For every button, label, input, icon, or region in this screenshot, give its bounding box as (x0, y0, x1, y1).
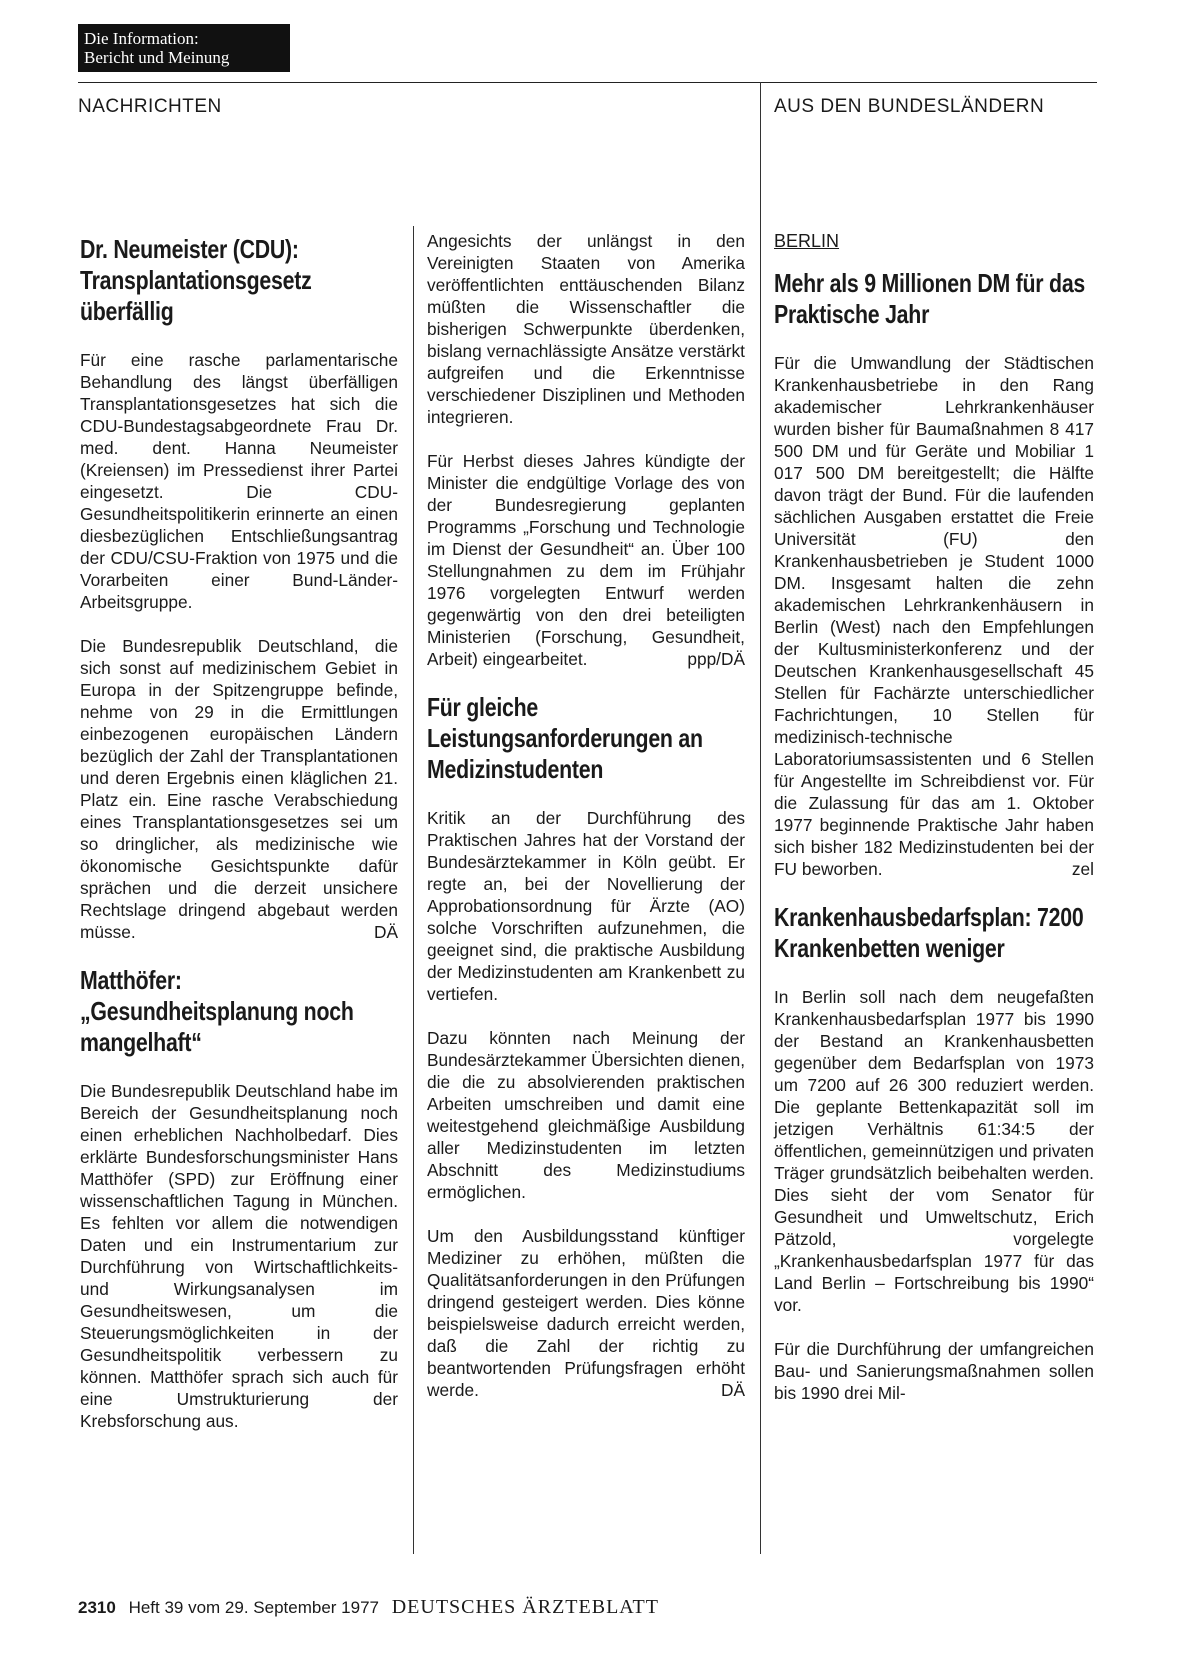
article-2-headline: Matthöfer: „Gesundheitsplanung noch mangelhaft“ (80, 965, 354, 1057)
article-3-headline: Für gleiche Leistungsanforderungen an Medizinstudenten (427, 692, 703, 784)
article-1-headline: Dr. Neumeister (CDU): Transplantationsgesetz überfällig (80, 234, 312, 326)
column-3 (774, 230, 1094, 1426)
article-3-paragraph-1: Kritik an der Durchführung des Praktischen Jahres hat der Vorstand der Bundesärztekammer in Köln geübt. Er regte an, bei der Novellierung der Approbationsordnung für Ärzte (AO) solche Vorschriften aufzunehmen, die geeignet sind, die praktische Ausbildung der Medizinstudenten am Krankenbett zu vertiefen. (427, 808, 745, 1004)
article-1-paragraph-1: Für eine rasche parlamentarische Behandlung des längst überfälligen Transplantationsgesetzes hat sich die CDU-Bundestagsabgeordnete Frau Dr. med. dent. Hanna Neumeister (Kreiensen) im Pressedienst ihrer Partei eingesetzt. Die CDU-Gesundheitspolitikerin erinnerte an einen diesbezüglichen Entschließungsantrag der CDU/CSU-Fraktion von 1975 und die Vorarbeiten einer Bund-Länder-Arbeitsgruppe. (80, 350, 398, 612)
top-rule (78, 82, 1097, 83)
section-bundeslaender: AUS DEN BUNDESLÄNDERN (774, 96, 1045, 117)
issue-info: Heft 39 vom 29. September 1977 (128, 1598, 379, 1617)
article-1-signature: DÄ (373, 922, 398, 942)
article-3-signature: DÄ (720, 1380, 745, 1400)
article-5-paragraph-2: Für die Durchführung der umfangreichen Bau- und Sanierungsmaßnahmen sollen bis 1990 drei Mil- (774, 1339, 1094, 1403)
kicker-berlin: BERLIN (774, 231, 840, 251)
article-5-headline: Krankenhausbedarfsplan: 7200 Krankenbetten weniger (774, 902, 1084, 963)
column-rule-1 (413, 226, 414, 1554)
article-2-paragraph-3: Für Herbst dieses Jahres kündigte der Minister die endgültige Vorlage des von der Bundesregierung geplanten Programms „Forschung und Technologie im Dienst der Gesundheit“ an. Über 100 Stellungnahmen zu dem im Frühjahr 1976 vorgelegten Entwurf werden gegenwärtig von den drei beteiligten Ministerien (Forschung, Gesundheit, Arbeit) eingearbeitet. ppp/DÄ (427, 451, 745, 669)
section-label-box (78, 24, 290, 72)
article-1-paragraph-2: Die Bundesrepublik Deutschland, die sich sonst auf medizinischem Gebiet in Europa in der Spitzengruppe befinde, nehme von 29 in die Ermittlungen einbezogenen europäischen Ländern bezüglich der Zahl der Transplantationen und deren Ergebnis einen kläglichen 21. Platz ein. Eine rasche Verabschiedung eines Transplantationsgesetzes sei um so dringlicher, als medizinische wie ökonomische Gesichtspunkte dafür sprächen und die derzeit unsichere Rechtslage dringend abgebaut werden müsse. DÄ (80, 636, 398, 942)
article-4-signature: zel (1071, 859, 1094, 879)
label-line-2: Bericht und Meinung (84, 48, 230, 67)
article-3-paragraph-2: Dazu könnten nach Meinung der Bundesärztekammer Übersichten dienen, die die zu absolvierenden praktischen Arbeiten umschreiben und damit eine weitestgehend gleichmäßige Ausbildung aller Medizinstudenten im letzten Abschnitt des Medizinstudiums ermöglichen. (427, 1028, 745, 1202)
article-2-signature: ppp/DÄ (687, 649, 745, 669)
page-footer (78, 1596, 659, 1619)
article-2-paragraph-2: Angesichts der unlängst in den Vereinigten Staaten von Amerika veröffentlichten enttäuschenden Bilanz müßten die Wissenschaftler die bisherigen Schwerpunkte überdenken, bislang vernachlässigte Ansätze verstärkt aufgreifen und die Erkenntnisse verschiedener Disziplinen und Methoden integrieren. (427, 231, 745, 427)
page-number: 2310 (78, 1598, 116, 1617)
article-4-paragraph-1: Für die Umwandlung der Städtischen Krankenhausbetriebe in den Rang akademischer Lehrkrankenhäuser wurden bisher für Baumaßnahmen 8 417 500 DM und für Geräte und Mobiliar 1 017 500 DM bereitgestellt; die Hälfte davon trägt der Bund. Für die laufenden sächlichen Ausgaben erstattet die Freie Universität (FU) den Krankenhausbetrieben je Student 1000 DM. Insgesamt halten die zehn akademischen Lehrkrankenhäusern in Berlin (West) nach den Empfehlungen der Kultusministerkonferenz und der Deutschen Krankenhausgesellschaft 45 Stellen für Fachärzte unterschiedlicher Fachrichtungen, 10 Stellen für medizinisch-technische Laboratoriumsassistenten und 6 Stellen für Angestellte im Schreibdienst vor. Für die Zulassung für das am 1. Oktober 1977 beginnende Praktische Jahr haben sich bisher 182 Medizinstudenten bei der FU beworben. zel (774, 353, 1094, 879)
column-rule-right (760, 82, 761, 190)
column-rule-2 (760, 190, 761, 1554)
section-nachrichten: NACHRICHTEN (78, 96, 222, 117)
article-2-paragraph-1: Die Bundesrepublik Deutschland habe im Bereich der Gesundheitsplanung noch einen erheblichen Nachholbedarf. Dies erklärte Bundesforschungsminister Hans Matthöfer (SPD) zur Eröffnung einer wissenschaftlichen Tagung in München. Es fehlten vor allem die notwendigen Daten und ein Instrumentarium zur Durchführung von Wirtschaftlichkeits- und Wirkungsanalysen im Gesundheitswesen, um die Steuerungsmöglichkeiten in der Gesundheitspolitik verbessern zu können. Matthöfer sprach sich auch für eine Umstrukturierung der Krebsforschung aus. (80, 1081, 398, 1431)
column-1 (80, 234, 398, 1454)
label-line-1: Die Information: (84, 29, 199, 48)
article-3-paragraph-3: Um den Ausbildungsstand künftiger Mediziner zu erhöhen, müßten die Qualitätsanforderungen in den Prüfungen dringend gesteigert werden. Dies könne beispielsweise dadurch erreicht werden, daß die Zahl der richtig zu beantwortenden Prüfungsfragen erhöht werde. DÄ (427, 1226, 745, 1400)
article-5-paragraph-1: In Berlin soll nach dem neugefaßten Krankenhausbedarfsplan 1977 bis 1990 der Bestand an Krankenhausbetten gegenüber dem Bedarfsplan von 1973 um 7200 auf 26 300 reduziert werden. Die geplante Bettenkapazität soll im jetzigen Verhältnis 61:34:5 der öffentlichen, gemeinnützigen und privaten Träger grundsätzlich beibehalten werden. Dies sieht der vom Senator für Gesundheit und Umweltschutz, Erich Pätzold, vorgelegte „Krankenhausbedarfsplan 1977 für das Land Berlin – Fortschreibung bis 1990“ vor. (774, 987, 1094, 1315)
journal-name: DEUTSCHES ÄRZTEBLATT (391, 1596, 659, 1618)
article-4-headline: Mehr als 9 Millionen DM für das Praktische Jahr (774, 268, 1086, 329)
column-2 (427, 230, 745, 1423)
